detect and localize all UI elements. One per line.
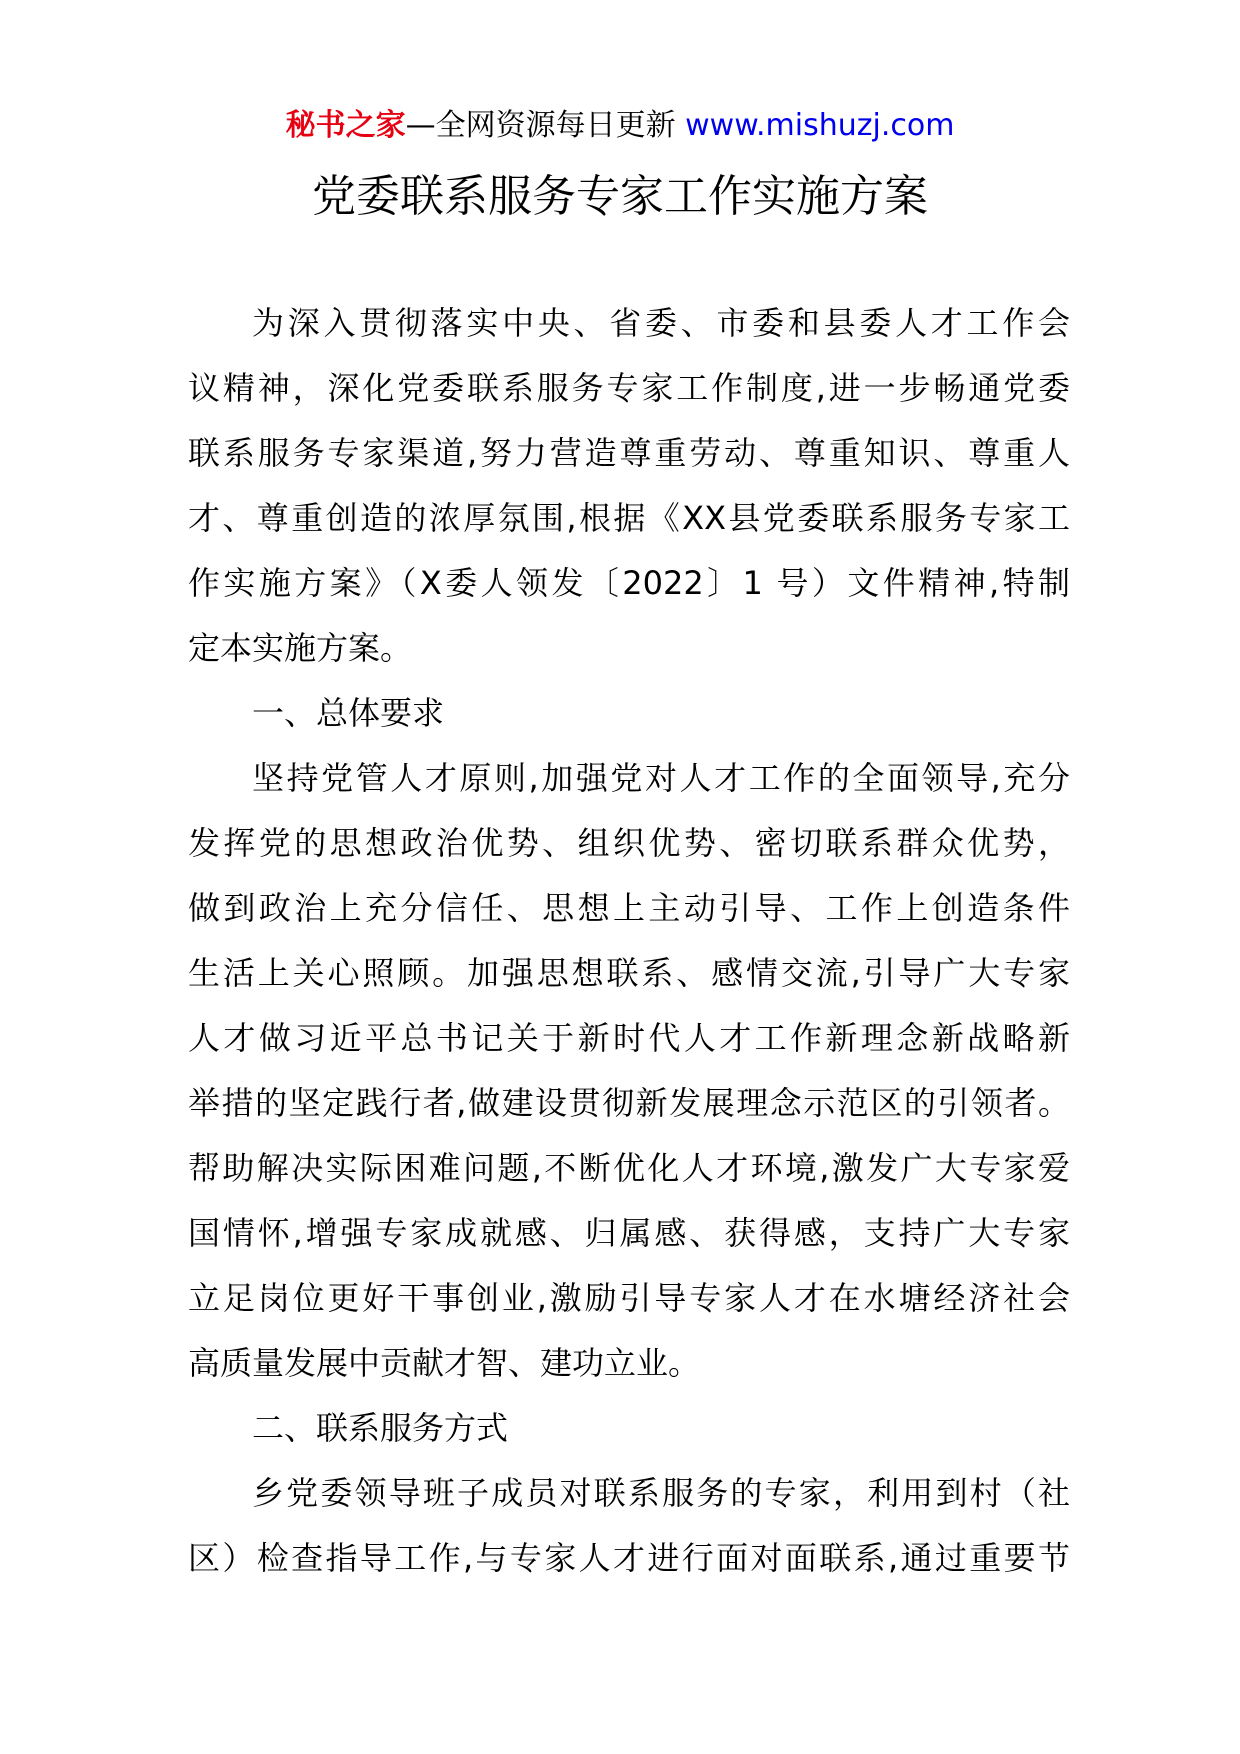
text-line: 举措的坚定践行者,做建设贯彻新发展理念示范区的引领者。 — [188, 1084, 1070, 1122]
text-line: 联系服务专家渠道,努力营造尊重劳动、尊重知识、尊重人 — [188, 434, 1070, 472]
text-line: 做到政治上充分信任、思想上主动引导、工作上创造条件 — [188, 889, 1070, 927]
text-line: 定本实施方案。 — [188, 629, 413, 667]
site-header — [0, 104, 1240, 148]
text-line: 区）检查指导工作,与专家人才进行面对面联系,通过重要节 — [188, 1539, 1070, 1577]
document-body — [188, 291, 1070, 1591]
text-line: 生活上关心照顾。加强思想联系、感情交流,引导广大专家 — [188, 954, 1070, 992]
text-line: 作实施方案》（X委人领发〔2022〕1 号）文件精神,特制 — [188, 564, 1070, 602]
text-line: 议精神，深化党委联系服务专家工作制度,进一步畅通党委 — [188, 369, 1070, 407]
text-line: 才、尊重创造的浓厚氛围,根据《XX县党委联系服务专家工 — [188, 499, 1070, 537]
text-line: 人才做习近平总书记关于新时代人才工作新理念新战略新 — [188, 1019, 1070, 1057]
text-line: 发挥党的思想政治优势、组织优势、密切联系群众优势， — [188, 824, 1070, 862]
section-heading-2: 二、联系服务方式 — [252, 1409, 509, 1447]
text-line: 国情怀,增强专家成就感、归属感、获得感，支持广大专家 — [188, 1214, 1070, 1252]
text-line: 乡党委领导班子成员对联系服务的专家，利用到村（社 — [252, 1474, 1070, 1512]
header-tagline: —全网资源每日更新 — [405, 108, 686, 143]
text-line: 高质量发展中贡献才智、建功立业。 — [188, 1344, 701, 1382]
text-line: 为深入贯彻落实中央、省委、市委和县委人才工作会 — [252, 304, 1070, 342]
text-line: 帮助解决实际困难问题,不断优化人才环境,激发广大专家爱 — [188, 1149, 1070, 1187]
text-line: 坚持党管人才原则,加强党对人才工作的全面领导,充分 — [252, 759, 1070, 797]
document-title: 党委联系服务专家工作实施方案 — [312, 171, 928, 222]
section-heading-1: 一、总体要求 — [252, 694, 445, 732]
text-line: 立足岗位更好干事创业,激励引导专家人才在水塘经济社会 — [188, 1279, 1070, 1317]
brand-name: 秘书之家 — [285, 108, 406, 143]
site-url-link[interactable]: www.mishuzj.com — [685, 108, 955, 143]
